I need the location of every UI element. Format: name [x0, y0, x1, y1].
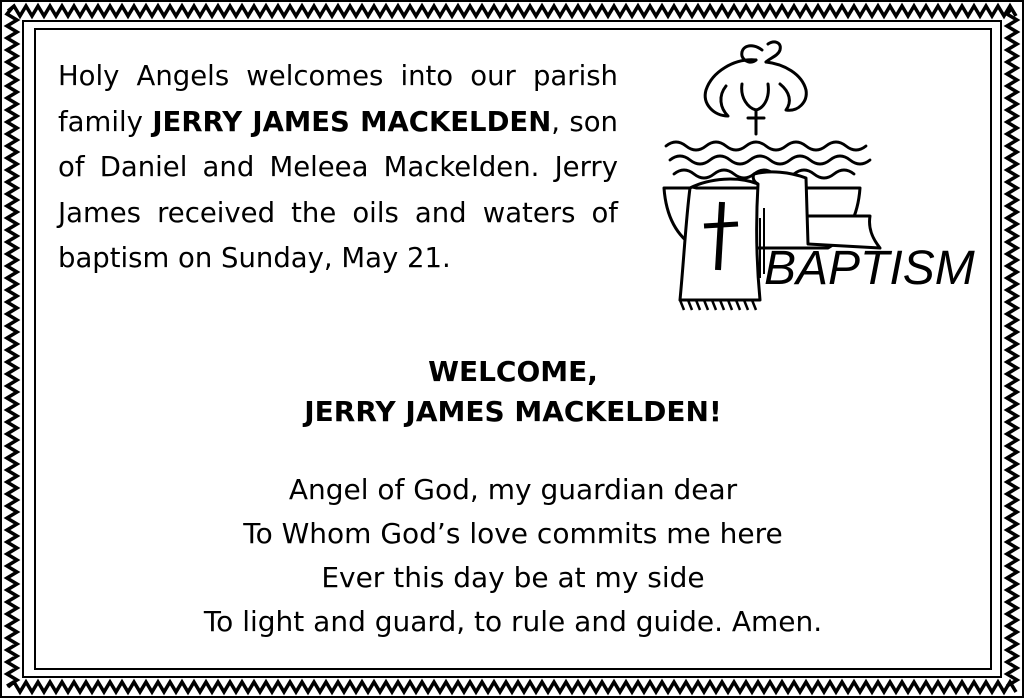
prayer-line-3: Ever this day be at my side [321, 561, 705, 594]
child-name: JERRY JAMES MACKELDEN [152, 105, 552, 138]
baptism-label: BAPTISM [764, 242, 975, 295]
welcome-line-1: WELCOME, [428, 355, 598, 388]
baptism-clipart [660, 38, 990, 323]
welcome-line-2: JERRY JAMES MACKELDEN! [304, 395, 722, 428]
prayer-line-4: To light and guard, to rule and guide. Amen. [203, 605, 823, 638]
intro-text-after: , son of Daniel and Meleea Mackelden. Jerry James received the oils and waters of baptism on Sunday, May 21. [58, 105, 618, 275]
prayer-line-2: To Whom God’s love commits me here [243, 517, 783, 550]
dove-icon [705, 42, 806, 134]
guardian-angel-prayer [34, 468, 992, 644]
intro-text-before: Holy Angels welcomes into our parish family [58, 60, 618, 138]
announcement-paragraph [58, 54, 618, 282]
welcome-heading [34, 352, 992, 432]
prayer-line-1: Angel of God, my guardian dear [288, 473, 738, 506]
